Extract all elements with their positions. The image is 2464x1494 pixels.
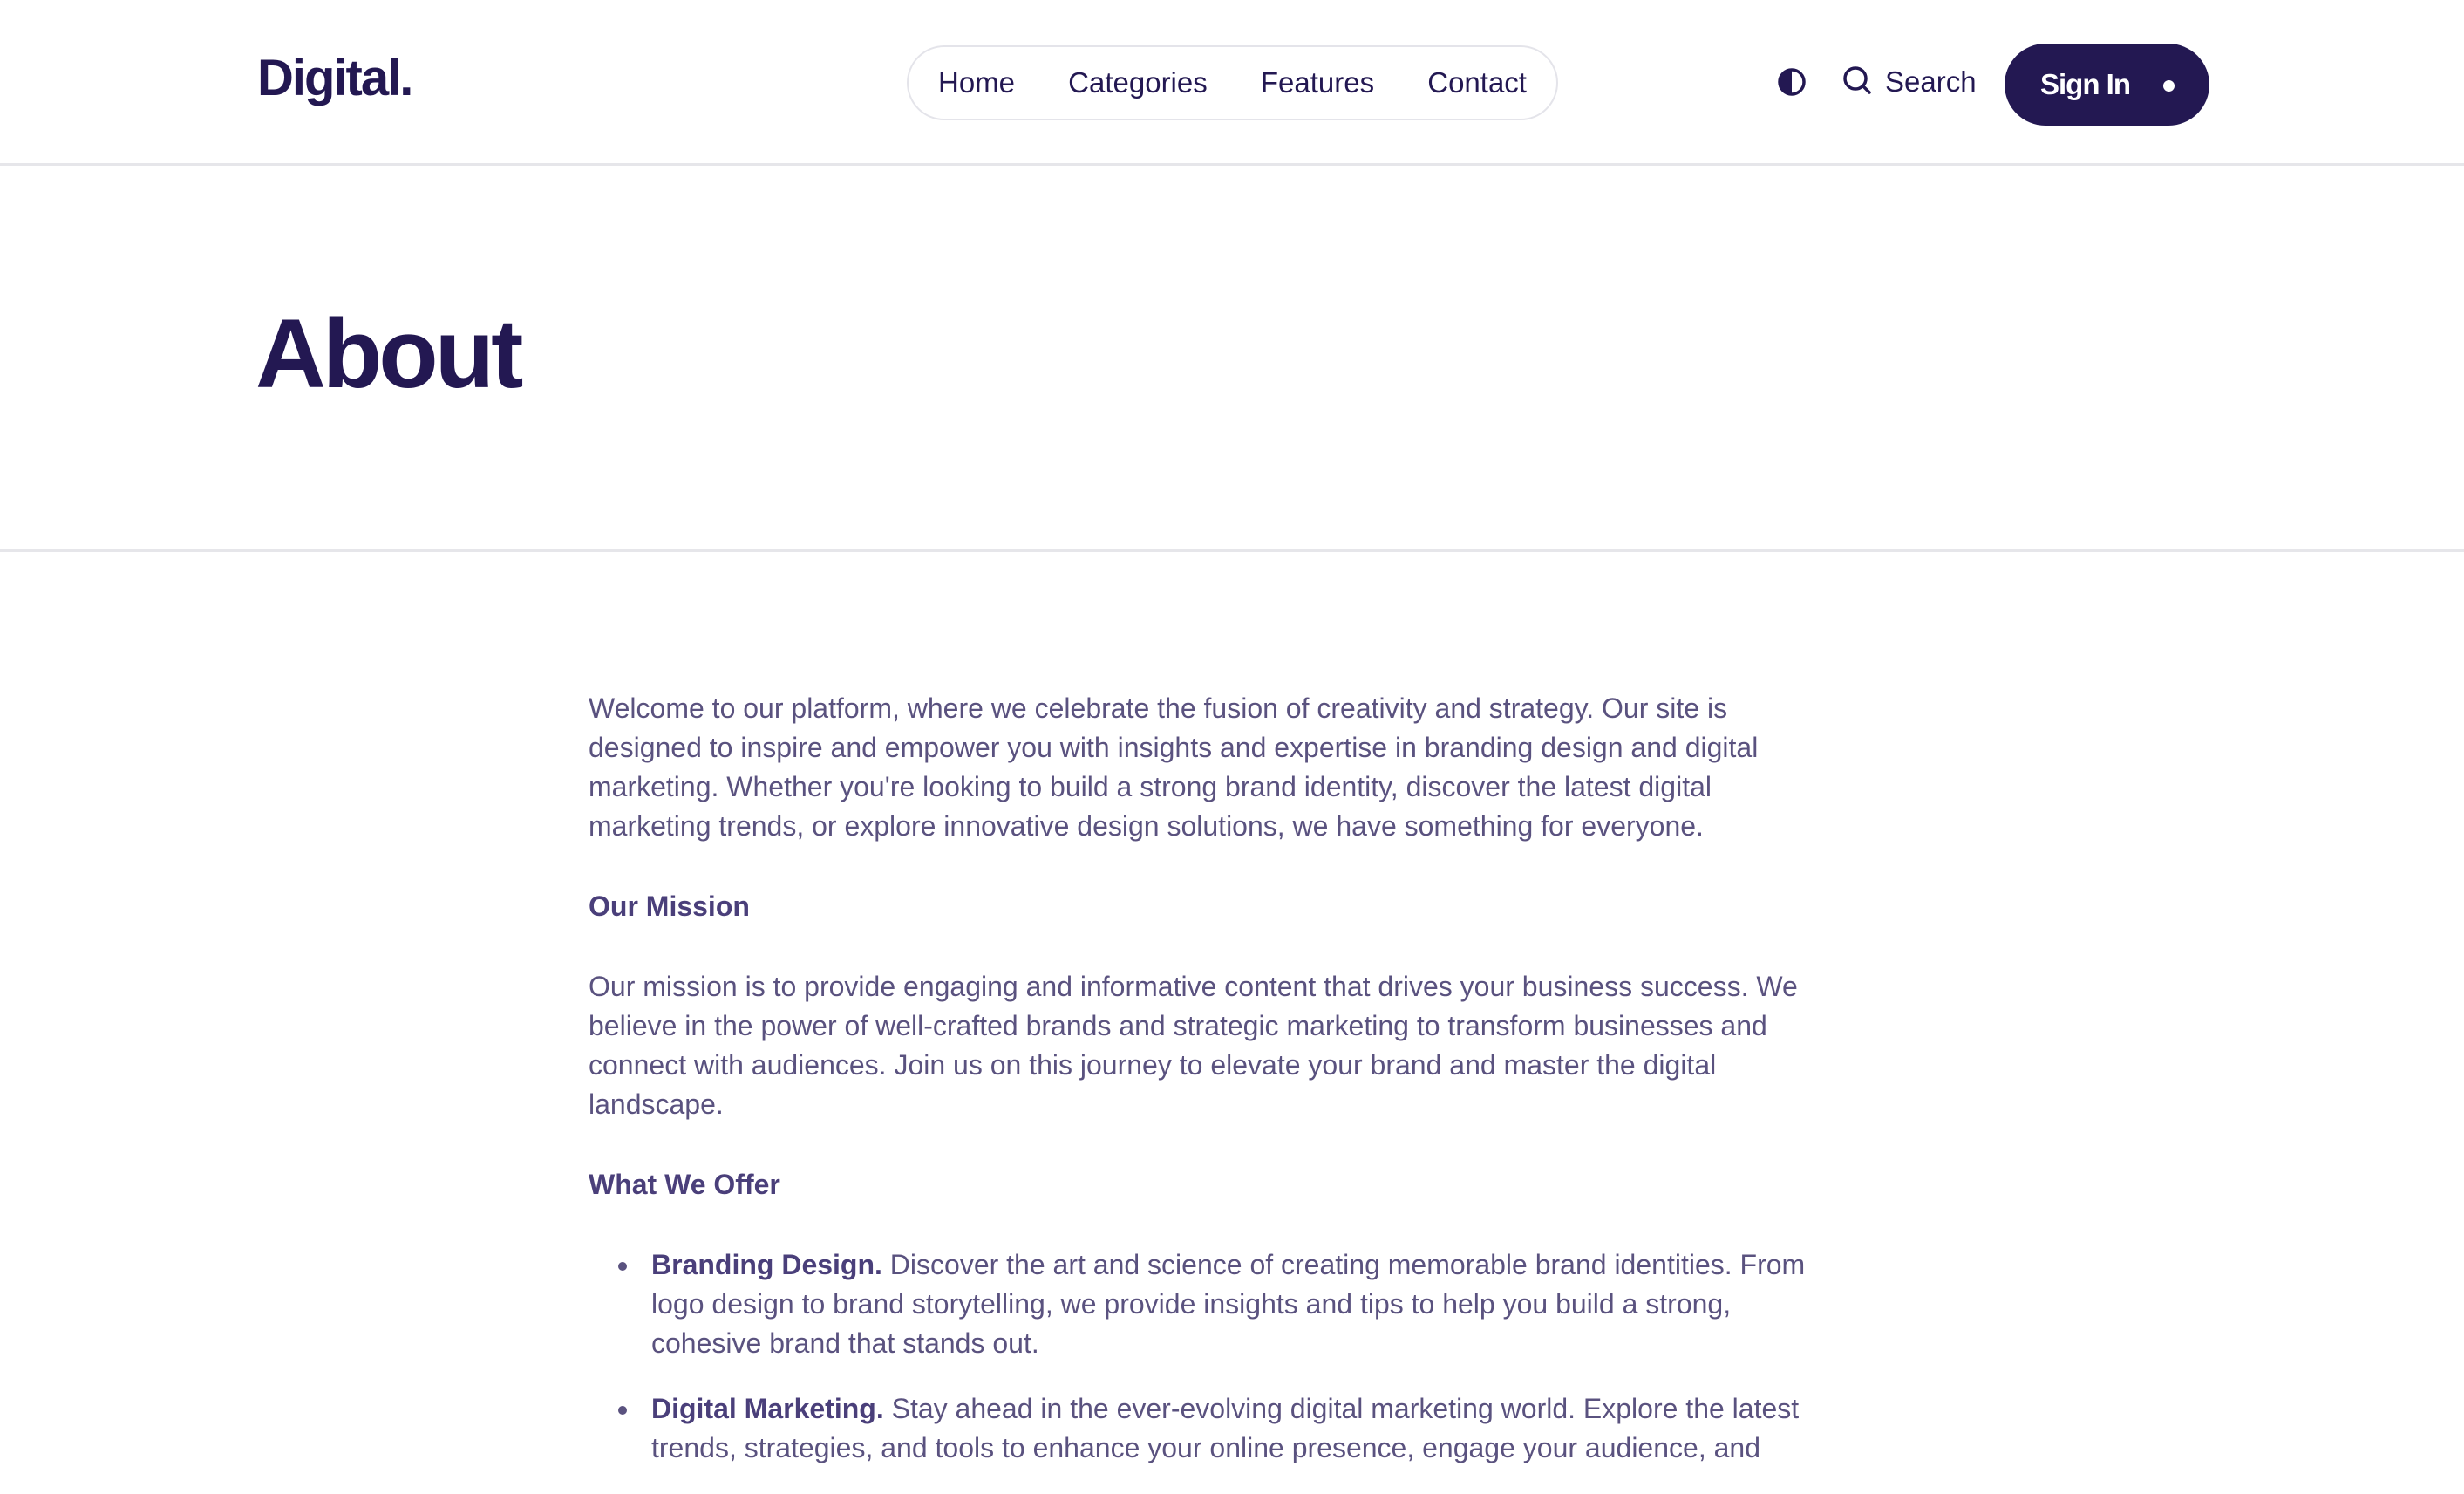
list-item	[651, 1389, 1835, 1468]
logo[interactable]: Digital.	[257, 50, 412, 106]
search-label: Search	[1885, 65, 1977, 98]
dot-icon	[2163, 80, 2175, 92]
nav-contact[interactable]: Contact	[1427, 66, 1527, 99]
nav-features[interactable]: Features	[1260, 66, 1375, 99]
offer-heading: What We Offer	[589, 1169, 780, 1200]
search-icon	[1841, 65, 1873, 100]
mission-heading: Our Mission	[589, 890, 750, 922]
sign-in-button[interactable]	[2005, 44, 2209, 126]
search-button[interactable]	[1841, 61, 1977, 103]
hero-section	[0, 166, 2464, 552]
nav-home[interactable]: Home	[938, 66, 1016, 99]
offer-text: Discover the art and science of creating memorable brand identities. From logo design to brand storytelling, we provide insights and tips to help you build a strong, cohesive brand that stands out.	[651, 1249, 1806, 1359]
list-item	[651, 1245, 1835, 1363]
about-content	[589, 689, 1835, 1494]
offer-title: Digital Marketing.	[651, 1393, 884, 1424]
mission-paragraph: Our mission is to provide engaging and informative content that drives your business success. We believe in the power of well-crafted brands and strategic marketing to transform businesses and connect with audiences. Join us on this journey to elevate your brand and master the digital landscape.	[589, 971, 1798, 1120]
site-header	[0, 0, 2464, 166]
offer-list	[589, 1245, 1835, 1468]
page-title: About	[255, 299, 521, 408]
contrast-icon[interactable]	[1777, 67, 1807, 97]
bullet-icon	[618, 1406, 627, 1415]
sign-in-label: Sign In	[2040, 68, 2130, 100]
bullet-icon	[618, 1262, 627, 1271]
offer-text: Stay ahead in the ever-evolving digital marketing world. Explore the latest trends, strategies, and tools to enhance your online presence, engage your audience, and	[651, 1393, 1800, 1463]
offer-title: Branding Design.	[651, 1249, 882, 1280]
main-nav	[907, 45, 1558, 120]
intro-paragraph: Welcome to our platform, where we celebrate the fusion of creativity and strategy. Our site is designed to inspire and empower you with insights and expertise in branding design and digital marketing. Whether you're looking to build a strong brand identity, discover the latest digital marketing trends, or explore innovative design solutions, we have something for everyone.	[589, 692, 1759, 842]
nav-categories[interactable]: Categories	[1068, 66, 1208, 99]
